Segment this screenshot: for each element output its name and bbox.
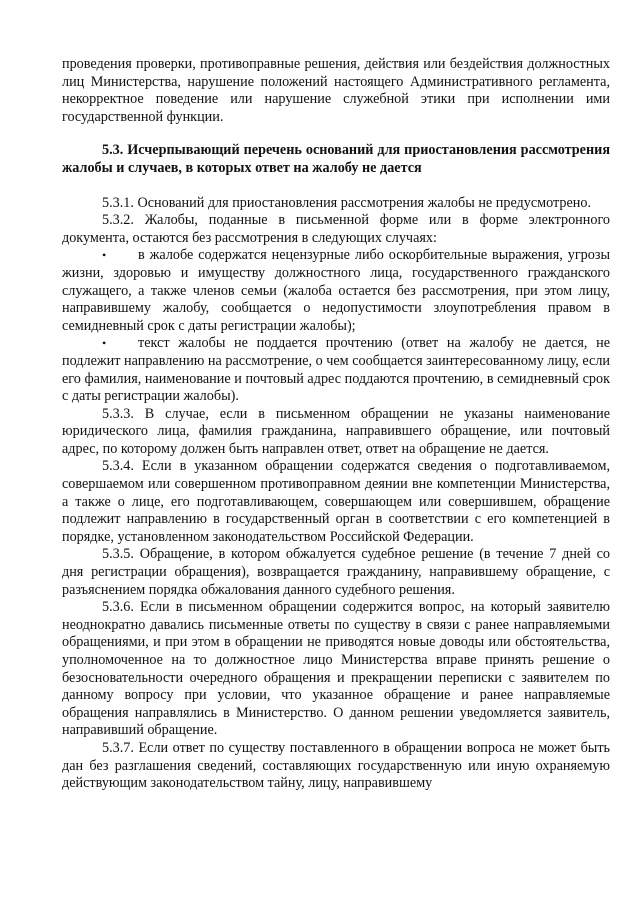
list-item-text: текст жалобы не поддается прочтению (ответ на жалобу не дается, не подлежит направлению на рассмотрение, о чем сообщается заинтересованному лицу, если его фамилия, наименование и почтовый адрес поддаются прочтению, в семидневный срок с даты регистрации жалобы). (62, 335, 610, 405)
paragraph-5-3-4: 5.3.4. Если в указанном обращении содержатся сведения о подготавливаемом, совершаемом или совершенном противоправном деянии вне компетенции Министерства, а также о лице, его подготавливающем, совершающем или совершившем, обращение подлежит направлению в государственный орган в соответствии с его компетенцией в порядке, установленном законодательством Российской Федерации. (62, 458, 610, 545)
list-item (62, 335, 610, 405)
paragraph-5-3-6: 5.3.6. Если в письменном обращении содержится вопрос, на который заявителю неоднократно давались письменные ответы по существу в связи с ранее направляемыми обращениями, и при этом в обращении не приводятся новые доводы или обстоятельства, уполномоченное на то должностное лицо Министерства вправе принять решение о безосновательности очередного обращения и прекращении переписки с заявителем по данному вопросу при условии, что указанное обращение и ранее направляемые обращения направлялись в Министерство. О данном решении уведомляется заявитель, направивший обращение. (62, 599, 610, 739)
bullet-icon: • (102, 248, 107, 263)
paragraph-5-3-7: 5.3.7. Если ответ по существу поставленного в обращении вопроса не может быть дан без разглашения сведений, составляющих государственную или иную охраняемую действующим законодательством тайну, лицу, направившему (62, 739, 610, 792)
paragraph-5-3-5: 5.3.5. Обращение, в котором обжалуется судебное решение (в течение 7 дней со дня регистрации обращения), возвращается гражданину, направившему обращение, с разъяснением порядка обжалования данного судебного решения. (62, 546, 610, 598)
section-heading: 5.3. Исчерпывающий перечень оснований для приостановления рассмотрения жалобы и случаев, в которых ответ на жалобу не дается (62, 142, 610, 176)
paragraph-5-3-1: 5.3.1. Оснований для приостановления рассмотрения жалобы не предусмотрено. (102, 194, 592, 211)
list-item (62, 247, 610, 335)
paragraph-5-3-3: 5.3.3. В случае, если в письменном обращении не указаны наименование юридического лица, фамилия гражданина, направившего обращение, или почтовый адрес, по которому должен быть направлен ответ, ответ на обращение не дается. (62, 405, 610, 457)
list-item-text: в жалобе содержатся нецензурные либо оскорбительные выражения, угрозы жизни, здоровью и имуществу должностного лица, государственного гражданского служащего, а также членов семьи (жалоба остается без рассмотрения, при этом лицу, направившему жалобу, сообщается о недопустимости злоупотребления правом в семидневный срок с даты регистрации жалобы); (62, 247, 610, 334)
paragraph-intro: проведения проверки, противоправные решения, действия или бездействия должностных лиц Министерства, нарушение положений настоящего Административного регламента, некорректное поведение или нарушение служебной этики при исполнении ими государственной функции. (62, 56, 610, 125)
bullet-icon: • (102, 336, 107, 351)
paragraph-5-3-2: 5.3.2. Жалобы, поданные в письменной форме или в форме электронного документа, остаются без рассмотрения в следующих случаях: (62, 212, 610, 246)
